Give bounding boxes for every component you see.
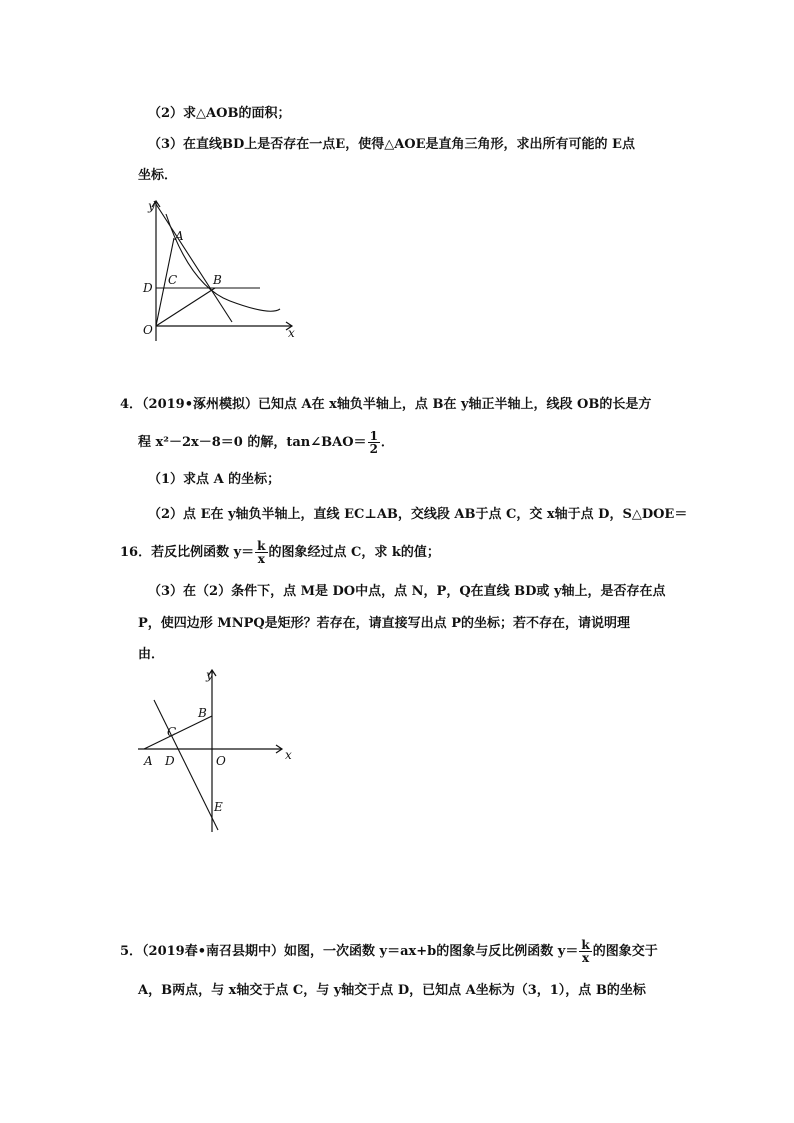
problem4-sub3-line2: P，使四边形 MNPQ是矩形？若存在，请直接写出点 P的坐标；若不存在，请说明理	[138, 616, 630, 631]
fig2-label-A: A	[144, 754, 153, 768]
frac-numerator: 1	[369, 429, 378, 443]
fig2-label-O: O	[216, 754, 226, 768]
frac-denominator: x	[257, 552, 265, 566]
fig1-label-A: A	[175, 229, 184, 243]
fraction-k-over-x	[579, 939, 591, 964]
problem5-line1-pre: 5．（2019春•南召县期中）如图，一次函数 y＝ax+b的图象与反比例函数 y＝	[120, 944, 579, 959]
problem5-line1	[120, 939, 658, 964]
problem4-sub2-line1: （2）点 E在 y轴负半轴上，直线 EC⊥AB，交线段 AB于点 C，交 x轴于点 D，S△DOE＝	[148, 507, 688, 522]
fig2-label-D: D	[165, 754, 175, 768]
fig1-label-D: D	[143, 281, 153, 295]
problem4-sub2-line2	[120, 540, 440, 565]
frac-numerator: k	[257, 539, 266, 553]
problem3-sub3-line2: 坐标．	[138, 168, 178, 183]
fraction-one-half	[368, 430, 380, 455]
problem4-line2-pre: 程 x²－2x－8＝0 的解，tan∠BAO＝	[138, 435, 367, 450]
fig1-label-C: C	[168, 273, 178, 287]
problem4-sub2-line2-post: 的图象经过点 C，求 k的值；	[268, 545, 440, 560]
problem4-line2	[138, 430, 394, 455]
frac-numerator: k	[581, 938, 590, 952]
fig1-label-O: O	[143, 323, 153, 337]
problem4-line1: 4．（2019•涿州模拟）已知点 A在 x轴负半轴上，点 B在 y轴正半轴上，线段 OB的长是方	[120, 397, 652, 412]
figure-2	[130, 664, 300, 836]
problem5-line1-post: 的图象交于	[592, 944, 658, 959]
fig2-label-E: E	[214, 800, 223, 814]
problem3-sub3-line1: （3）在直线BD上是否存在一点E，使得△AOE是直角三角形，求出所有可能的 E点	[148, 137, 635, 152]
fig2-label-B: B	[198, 706, 207, 720]
frac-denominator: x	[581, 951, 590, 965]
fig1-label-x: x	[288, 326, 295, 340]
fraction-k-over-x	[255, 540, 267, 565]
fig1-label-B: B	[213, 273, 222, 287]
problem4-sub1: （1）求点 A 的坐标；	[148, 472, 281, 487]
figure-1	[130, 196, 305, 346]
problem5-line2: A，B两点，与 x轴交于点 C，与 y轴交于点 D，已知点 A坐标为（3，1），点 B的坐标	[138, 983, 646, 998]
fig2-label-x: x	[285, 748, 292, 762]
problem4-line2-post: ．	[380, 435, 394, 450]
problem4-sub3-line3: 由．	[138, 647, 165, 662]
fig1-label-y: y	[148, 199, 155, 213]
problem4-sub2-line2-pre: 16．若反比例函数 y＝	[120, 545, 255, 560]
problem4-sub3-line1: （3）在（2）条件下，点 M是 DO中点，点 N，P，Q在直线 BD或 y轴上，是否存在点	[148, 584, 666, 599]
fig2-label-C: C	[167, 725, 177, 739]
fig2-label-y: y	[206, 668, 213, 682]
frac-denominator: 2	[369, 442, 378, 456]
problem3-sub2: （2）求△AOB的面积；	[148, 106, 291, 121]
